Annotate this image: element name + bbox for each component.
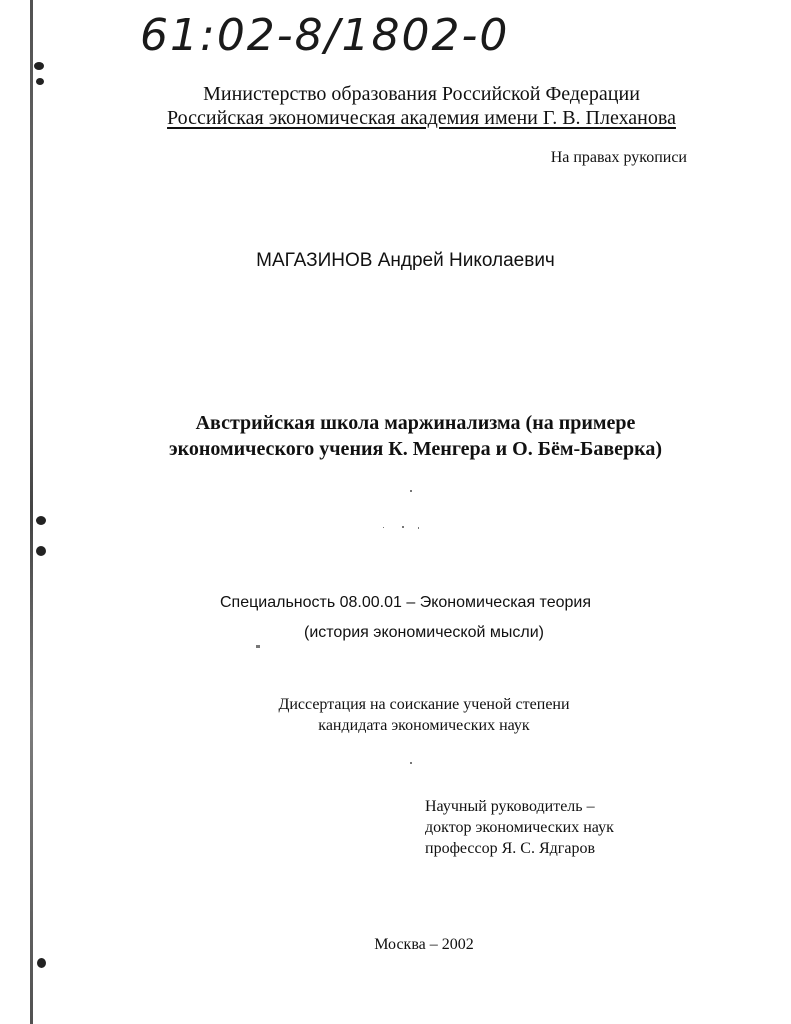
academy-name-text: Российская экономическая академия имени Г. В. Плеханова [167, 107, 676, 129]
scan-speck [410, 490, 412, 492]
degree-statement [0, 694, 791, 736]
speciality-subline: (история экономической мысли) [304, 624, 544, 641]
scan-mark [36, 546, 46, 556]
supervisor-block [425, 796, 614, 859]
supervisor-line-3: профессор Я. С. Ядгаров [425, 840, 596, 857]
scan-mark [36, 516, 46, 525]
scan-mark [34, 62, 44, 70]
ministry-name: Министерство образования Российской Федерации [203, 83, 640, 105]
academy-name [26, 107, 791, 130]
city-year: Москва – 2002 [374, 936, 474, 953]
dissertation-title [10, 410, 791, 462]
scan-speck [402, 526, 404, 528]
supervisor-line-2: доктор экономических наук [425, 819, 614, 836]
scan-speck [410, 762, 412, 764]
author-name: МАГАЗИНОВ Андрей Николаевич [256, 250, 555, 271]
supervisor-line-1: Научный руководитель – [425, 798, 595, 815]
scan-speck [256, 645, 260, 648]
scan-speck [418, 527, 419, 529]
speciality-line: Специальность 08.00.01 – Экономическая теория [220, 594, 591, 611]
archive-code-text: 61:02-8/1802-0 [140, 10, 510, 61]
scan-binding-edge [30, 0, 33, 1024]
manuscript-rights-note: На правах рукописи [550, 149, 687, 166]
archive-code-handwritten [140, 10, 560, 80]
scan-speck [383, 527, 384, 528]
title-line-1: Австрийская школа маржинализма (на примере [195, 412, 636, 434]
scan-mark [37, 958, 46, 968]
degree-line-1: Диссертация на соискание ученой степени [278, 696, 570, 713]
title-line-2: экономического учения К. Менгера и О. Бём-Баверка) [168, 438, 663, 460]
degree-line-2: кандидата экономических наук [318, 717, 530, 734]
